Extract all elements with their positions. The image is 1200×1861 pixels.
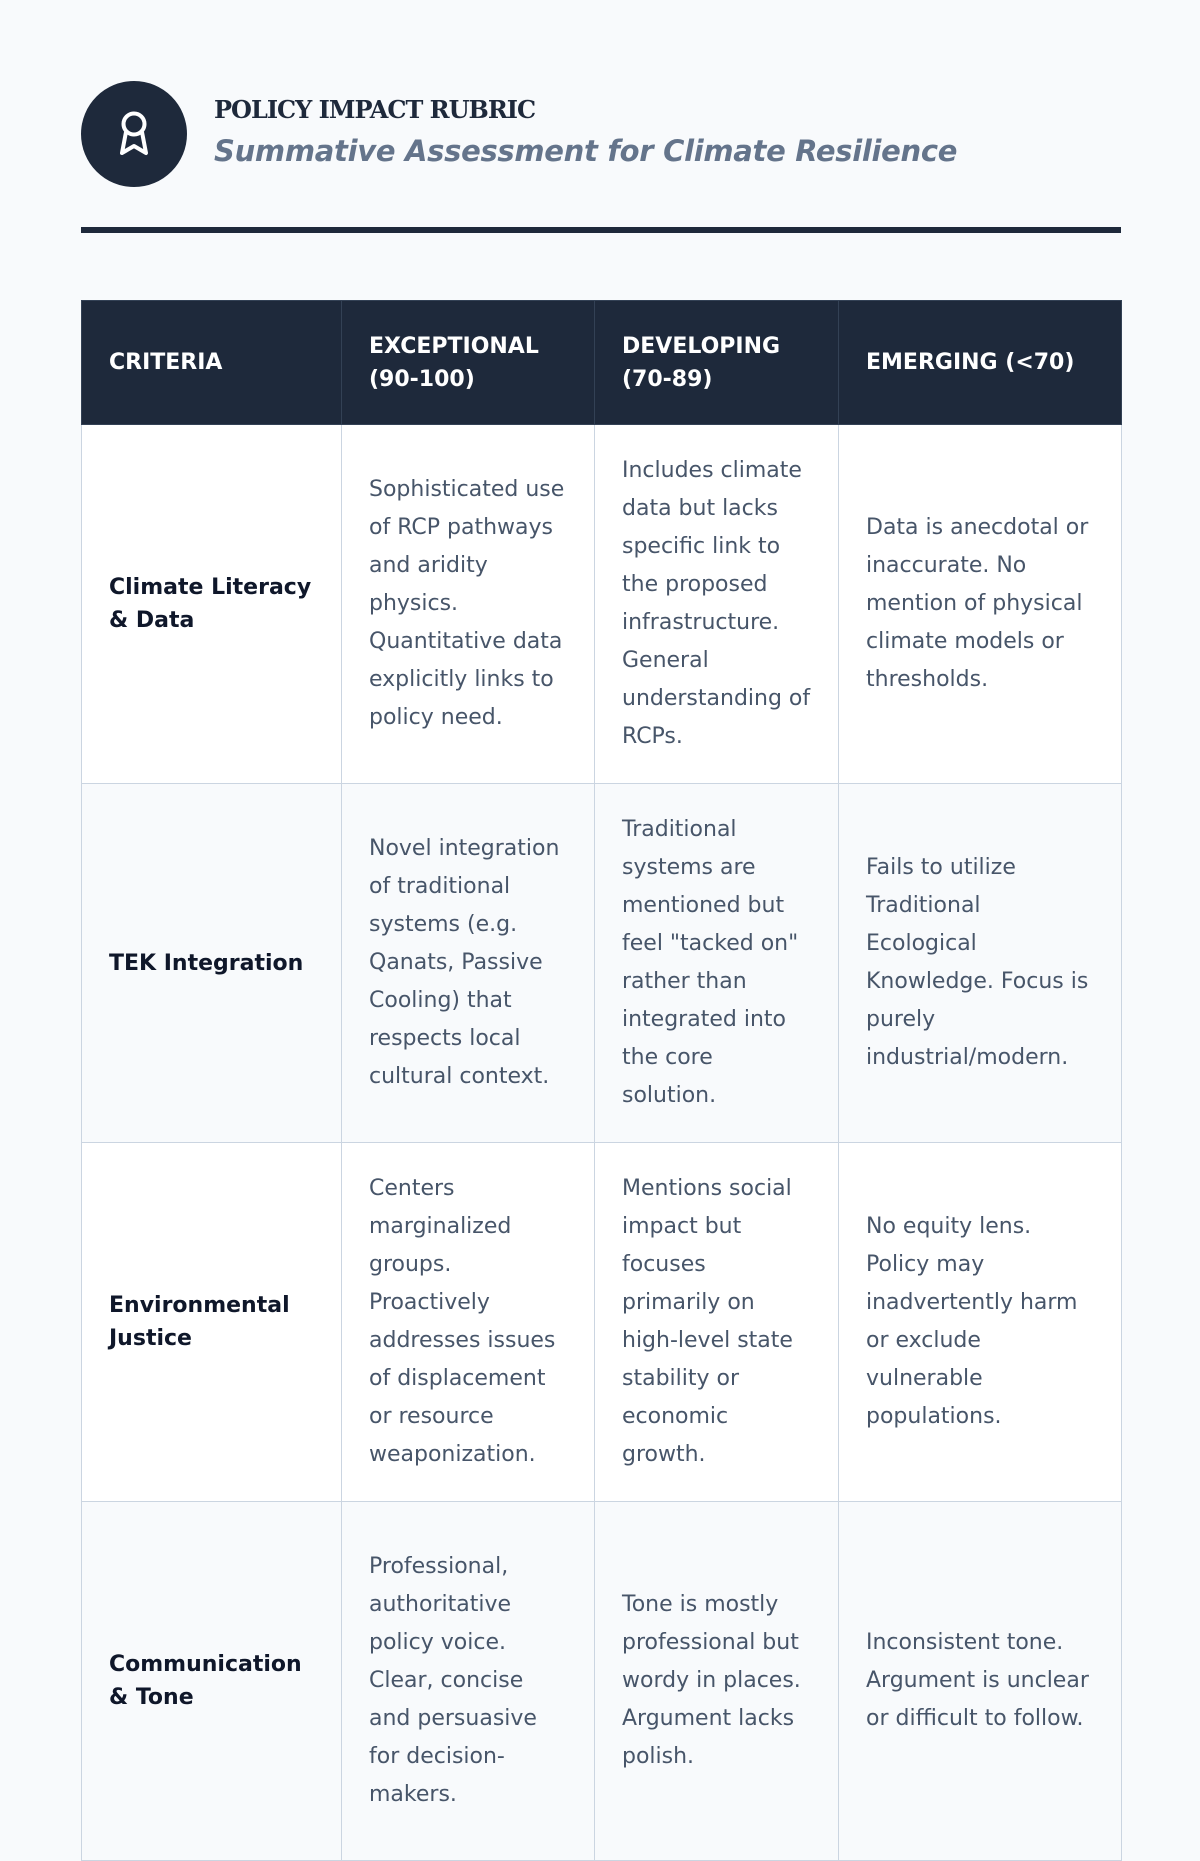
developing-cell: Includes climate data but lacks specific link to the proposed infrastructure. General understanding of RCPs. [595, 425, 839, 784]
column-header-exceptional: EXCEPTIONAL (90-100) [342, 301, 595, 425]
emerging-cell: Inconsistent tone. Argument is unclear or difficult to follow. [839, 1502, 1122, 1861]
emerging-cell: Fails to utilize Traditional Ecological Knowledge. Focus is purely industrial/modern. [839, 784, 1122, 1143]
exceptional-cell: Sophisticated use of RCP pathways and aridity physics. Quantitative data explicitly links to policy need. [342, 425, 595, 784]
criteria-cell: Environmental Justice [82, 1143, 342, 1502]
table-row [82, 1502, 1122, 1861]
emerging-cell: Data is anecdotal or inaccurate. No mention of physical climate models or thresholds. [839, 425, 1122, 784]
column-header-developing: DEVELOPING (70-89) [595, 301, 839, 425]
developing-cell: Mentions social impact but focuses primarily on high-level state stability or economic growth. [595, 1143, 839, 1502]
developing-cell: Tone is mostly professional but wordy in places. Argument lacks polish. [595, 1502, 839, 1861]
emerging-cell: No equity lens. Policy may inadvertently harm or exclude vulnerable populations. [839, 1143, 1122, 1502]
rubric-header [81, 81, 1121, 187]
table-row [82, 784, 1122, 1143]
criteria-cell: Climate Literacy & Data [82, 425, 342, 784]
document-kicker: POLICY IMPACT RUBRIC [214, 95, 536, 124]
exceptional-cell: Novel integration of traditional systems (e.g. Qanats, Passive Cooling) that respects local cultural context. [342, 784, 595, 1143]
table-row [82, 425, 1122, 784]
document-subtitle: Summative Assessment for Climate Resilience [214, 134, 958, 168]
exceptional-cell: Professional, authoritative policy voice. Clear, concise and persuasive for decision-makers. [342, 1502, 595, 1861]
rubric-badge [81, 81, 187, 187]
table-header-row [82, 301, 1122, 425]
column-header-criteria: CRITERIA [82, 301, 342, 425]
table-row [82, 1143, 1122, 1502]
criteria-cell: TEK Integration [82, 784, 342, 1143]
award-ribbon-icon [116, 111, 152, 157]
exceptional-cell: Centers marginalized groups. Proactively addresses issues of displacement or resource weaponization. [342, 1143, 595, 1502]
criteria-cell: Communication & Tone [82, 1502, 342, 1861]
header-divider [81, 227, 1121, 233]
developing-cell: Traditional systems are mentioned but feel "tacked on" rather than integrated into the core solution. [595, 784, 839, 1143]
rubric-table [81, 300, 1122, 1861]
column-header-emerging: EMERGING (<70) [839, 301, 1122, 425]
